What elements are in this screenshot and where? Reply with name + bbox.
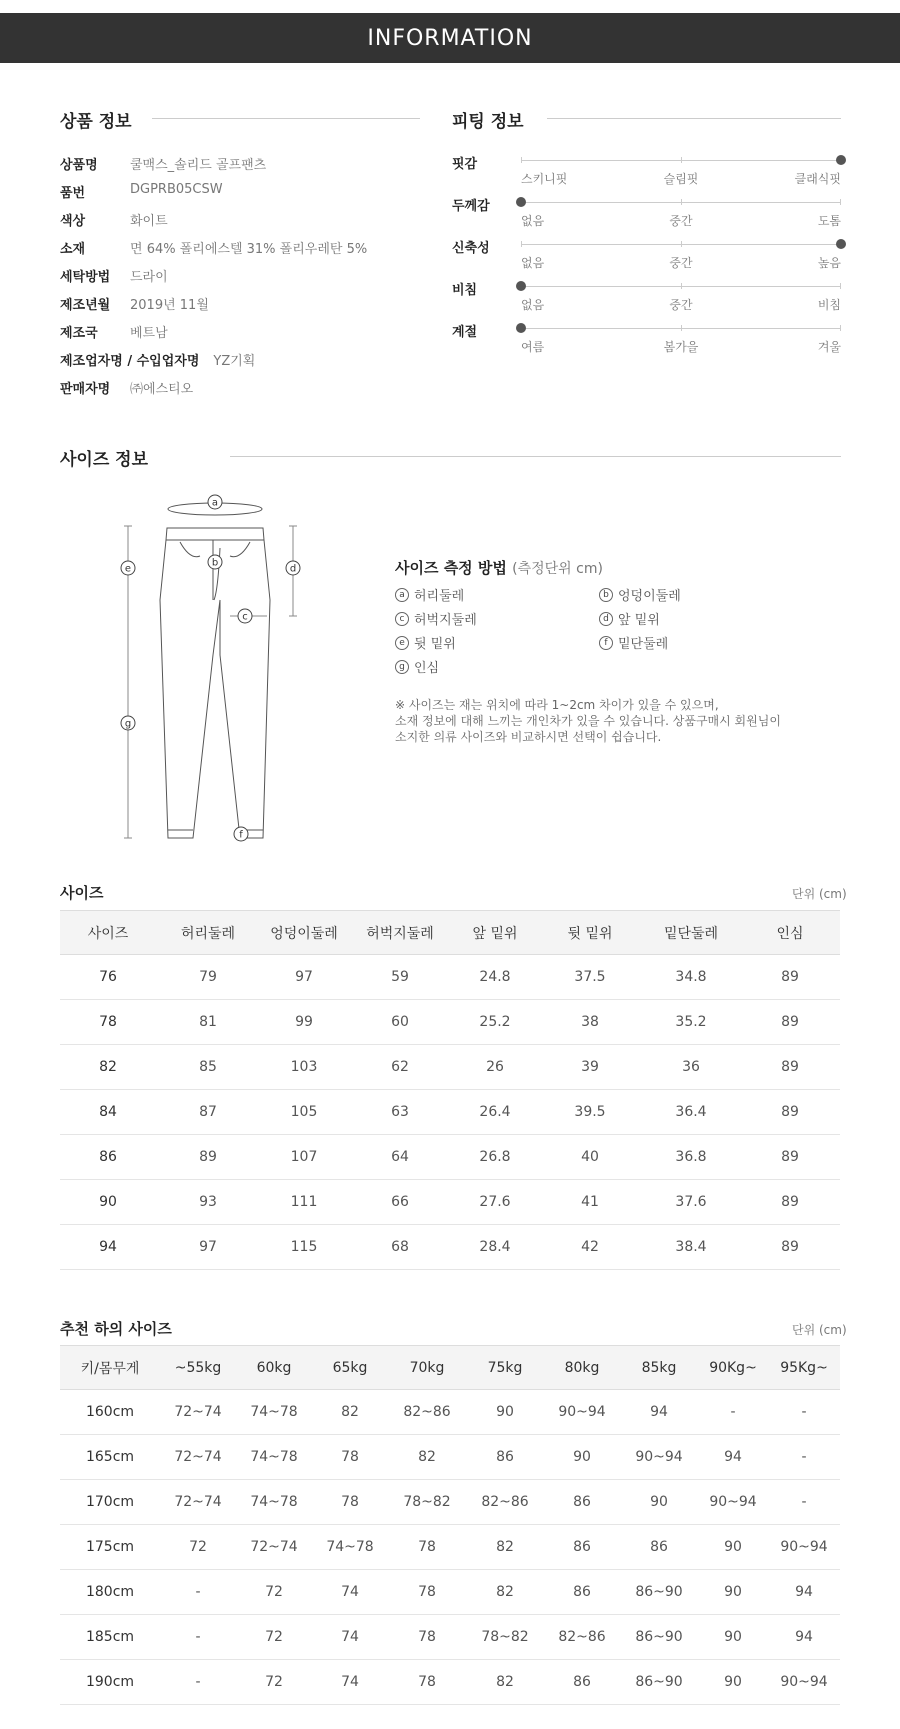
- table-cell: 90: [698, 1615, 768, 1660]
- fitting-tick: [840, 199, 841, 205]
- product-info-title: 상품 정보: [60, 112, 132, 132]
- table-cell: 74: [312, 1570, 388, 1615]
- table-cell: 36.4: [642, 1090, 740, 1135]
- diagram-marker-letter: e: [124, 563, 132, 575]
- table-cell: 89: [740, 1135, 840, 1180]
- measure-item-letter: c: [395, 612, 409, 626]
- table-cell: 34.8: [642, 955, 740, 1000]
- table-cell: 94: [698, 1435, 768, 1480]
- table-row: [60, 1390, 840, 1435]
- table-cell: 74~78: [312, 1525, 388, 1570]
- fitting-indicator-dot: [836, 155, 846, 165]
- size-table: [60, 910, 840, 1270]
- table-cell: 78~82: [388, 1480, 466, 1525]
- table-cell: 74~78: [236, 1390, 312, 1435]
- table-cell: 86~90: [620, 1570, 698, 1615]
- table-header-cell: 허벅지둘레: [348, 911, 452, 955]
- measure-item-letter: g: [395, 660, 409, 674]
- measure-item: [395, 609, 477, 628]
- table-cell: 78: [388, 1660, 466, 1705]
- fitting-option: 없음: [521, 298, 545, 312]
- table-cell: 165cm: [60, 1435, 160, 1480]
- table-cell: 90: [466, 1390, 544, 1435]
- measure-item: [395, 657, 439, 676]
- table-cell: 74~78: [236, 1480, 312, 1525]
- table-cell: -: [160, 1570, 236, 1615]
- table-cell: 76: [60, 955, 156, 1000]
- table-cell: 78: [312, 1435, 388, 1480]
- table-cell: 78: [312, 1480, 388, 1525]
- table-cell: 90~94: [544, 1390, 620, 1435]
- fitting-tick: [521, 157, 522, 163]
- table-header-cell: 키/몸무게: [60, 1346, 160, 1390]
- table-cell: 26: [452, 1045, 538, 1090]
- table-cell: 97: [260, 955, 348, 1000]
- fitting-info-title: 피팅 정보: [452, 112, 524, 132]
- pants-diagram: [110, 490, 310, 850]
- table-cell: 90: [698, 1660, 768, 1705]
- table-cell: 90: [620, 1480, 698, 1525]
- size-note-line: ※ 사이즈는 재는 위치에 따라 1~2cm 차이가 있을 수 있으며,: [395, 698, 719, 712]
- table-cell: 82~86: [544, 1615, 620, 1660]
- table-cell: 26.4: [452, 1090, 538, 1135]
- table-cell: 94: [768, 1615, 840, 1660]
- fitting-option: 중간: [669, 298, 693, 312]
- table-cell: 94: [620, 1390, 698, 1435]
- table-row: [60, 1225, 840, 1270]
- fitting-label: 신축성: [452, 241, 490, 256]
- measure-item: [599, 585, 681, 604]
- fitting-scale: [521, 244, 841, 270]
- product-info-label: 제조년월: [60, 298, 111, 313]
- table-cell: 41: [538, 1180, 642, 1225]
- table-cell: 97: [156, 1225, 260, 1270]
- table-header-cell: 뒷 밑위: [538, 911, 642, 955]
- product-info-value: 쿨맥스_솔리드 골프팬츠: [130, 158, 267, 173]
- product-info-label: 색상: [60, 214, 86, 229]
- table-cell: 78: [388, 1570, 466, 1615]
- table-cell: 87: [156, 1090, 260, 1135]
- table-cell: 89: [156, 1135, 260, 1180]
- product-info-row: [60, 266, 168, 285]
- product-info-divider: [152, 118, 420, 119]
- product-info-value: 면 64% 폴리에스텔 31% 폴리우레탄 5%: [130, 242, 368, 257]
- table-cell: 74~78: [236, 1435, 312, 1480]
- product-info-row: [60, 238, 367, 257]
- fitting-option: 도톰: [817, 214, 841, 228]
- table-cell: 90: [544, 1435, 620, 1480]
- fitting-option: 중간: [669, 256, 693, 270]
- table-header-cell: 인심: [740, 911, 840, 955]
- table-cell: 89: [740, 955, 840, 1000]
- product-info-label: 판매자명: [60, 382, 111, 397]
- information-title: INFORMATION: [367, 25, 533, 51]
- fitting-option: 겨울: [817, 340, 841, 354]
- fitting-info-divider: [547, 118, 841, 119]
- size-info-divider: [230, 456, 841, 457]
- table-cell: 82: [466, 1525, 544, 1570]
- table-row: [60, 1615, 840, 1660]
- table-cell: 90: [698, 1570, 768, 1615]
- table-cell: -: [768, 1480, 840, 1525]
- table-row: [60, 1135, 840, 1180]
- table-header-cell: 70kg: [388, 1346, 466, 1390]
- table-cell: 86: [544, 1660, 620, 1705]
- fitting-label: 두께감: [452, 199, 490, 214]
- table-cell: 185cm: [60, 1615, 160, 1660]
- rec-table-unit: 단위 (cm): [792, 1323, 847, 1337]
- measure-item-letter: e: [395, 636, 409, 650]
- fitting-label: 비침: [452, 283, 478, 298]
- table-cell: 36: [642, 1045, 740, 1090]
- table-cell: 86~90: [620, 1660, 698, 1705]
- table-cell: 90~94: [620, 1435, 698, 1480]
- measure-unit: (측정단위 cm): [512, 561, 603, 577]
- rec-table: [60, 1345, 840, 1705]
- table-cell: 81: [156, 1000, 260, 1045]
- table-cell: 85: [156, 1045, 260, 1090]
- table-cell: 86: [544, 1480, 620, 1525]
- table-cell: 26.8: [452, 1135, 538, 1180]
- measure-item-label: 엉덩이둘레: [618, 589, 681, 604]
- table-header-cell: 60kg: [236, 1346, 312, 1390]
- table-cell: 37.5: [538, 955, 642, 1000]
- table-cell: 74: [312, 1615, 388, 1660]
- measure-method-title: [395, 557, 603, 578]
- table-cell: 64: [348, 1135, 452, 1180]
- fitting-option: 여름: [521, 340, 545, 354]
- rec-table-title: 추천 하의 사이즈: [60, 1320, 172, 1338]
- table-header-cell: 95Kg~: [768, 1346, 840, 1390]
- product-info-row: [60, 322, 168, 341]
- measure-item-letter: b: [599, 588, 613, 602]
- table-cell: 84: [60, 1090, 156, 1135]
- table-cell: -: [160, 1615, 236, 1660]
- table-cell: 72~74: [160, 1435, 236, 1480]
- table-cell: 175cm: [60, 1525, 160, 1570]
- table-cell: 63: [348, 1090, 452, 1135]
- size-table-unit: 단위 (cm): [792, 887, 847, 901]
- product-info-row: [60, 210, 168, 229]
- table-row: [60, 1480, 840, 1525]
- measure-item-letter: a: [395, 588, 409, 602]
- measure-item-label: 뒷 밑위: [414, 637, 456, 652]
- table-cell: 40: [538, 1135, 642, 1180]
- table-cell: 78: [388, 1525, 466, 1570]
- fitting-scale: [521, 328, 841, 354]
- fitting-option: 스키니핏: [521, 172, 568, 186]
- fitting-tick: [840, 325, 841, 331]
- table-header-cell: 80kg: [544, 1346, 620, 1390]
- table-cell: 82: [388, 1435, 466, 1480]
- fitting-scale: [521, 286, 841, 312]
- table-header-cell: 90Kg~: [698, 1346, 768, 1390]
- measure-method-heading: 사이즈 측정 방법: [395, 559, 507, 577]
- table-cell: 72~74: [160, 1480, 236, 1525]
- product-info-label: 품번: [60, 186, 86, 201]
- fitting-indicator-dot: [836, 239, 846, 249]
- table-cell: 42: [538, 1225, 642, 1270]
- table-cell: 105: [260, 1090, 348, 1135]
- product-info-value: 베트남: [130, 326, 168, 341]
- fitting-tick: [840, 283, 841, 289]
- fitting-option: 클래식핏: [794, 172, 841, 186]
- table-cell: 86: [544, 1525, 620, 1570]
- fitting-option: 없음: [521, 214, 545, 228]
- fitting-scale: [521, 160, 841, 186]
- table-cell: 78~82: [466, 1615, 544, 1660]
- table-cell: 93: [156, 1180, 260, 1225]
- fitting-tick: [681, 241, 682, 247]
- size-info-title: 사이즈 정보: [60, 450, 149, 470]
- measure-item-label: 앞 밑위: [618, 613, 660, 628]
- size-table-title: 사이즈: [60, 884, 104, 902]
- table-cell: 39: [538, 1045, 642, 1090]
- table-cell: -: [768, 1435, 840, 1480]
- diagram-marker-letter: g: [124, 718, 132, 730]
- table-cell: 72: [236, 1570, 312, 1615]
- table-cell: 190cm: [60, 1660, 160, 1705]
- measure-item-label: 허벅지둘레: [414, 613, 477, 628]
- table-header-cell: 허리둘레: [156, 911, 260, 955]
- table-cell: -: [698, 1390, 768, 1435]
- table-cell: 86: [466, 1435, 544, 1480]
- table-header-row: [60, 911, 840, 955]
- table-header-cell: 85kg: [620, 1346, 698, 1390]
- table-cell: 94: [768, 1570, 840, 1615]
- table-cell: 72: [160, 1525, 236, 1570]
- table-cell: -: [768, 1390, 840, 1435]
- size-note: [395, 697, 815, 745]
- table-cell: 89: [740, 1000, 840, 1045]
- measure-item-label: 허리둘레: [414, 589, 465, 604]
- diagram-marker-letter: f: [239, 829, 243, 841]
- product-info-label: 제조국: [60, 326, 98, 341]
- table-cell: 160cm: [60, 1390, 160, 1435]
- product-info-label: 제조업자명 / 수입업자명: [60, 354, 200, 369]
- measure-item: [395, 633, 456, 652]
- table-cell: 90: [60, 1180, 156, 1225]
- table-cell: 62: [348, 1045, 452, 1090]
- measure-item: [599, 633, 668, 652]
- table-cell: 25.2: [452, 1000, 538, 1045]
- table-cell: 86: [544, 1570, 620, 1615]
- fitting-option: 중간: [669, 214, 693, 228]
- table-row: [60, 1660, 840, 1705]
- diagram-marker-letter: a: [211, 497, 219, 509]
- fitting-tick: [681, 199, 682, 205]
- table-cell: 103: [260, 1045, 348, 1090]
- fitting-option: 비침: [817, 298, 841, 312]
- table-cell: 94: [60, 1225, 156, 1270]
- fitting-option: 높음: [817, 256, 841, 270]
- table-cell: 82: [466, 1660, 544, 1705]
- table-cell: 86: [620, 1525, 698, 1570]
- table-cell: 107: [260, 1135, 348, 1180]
- table-cell: 79: [156, 955, 260, 1000]
- measure-item-label: 밑단둘레: [618, 637, 669, 652]
- table-header-cell: 65kg: [312, 1346, 388, 1390]
- product-info-row: [60, 294, 209, 313]
- product-info-row: [60, 378, 193, 397]
- table-cell: 82~86: [466, 1480, 544, 1525]
- measure-item: [599, 609, 660, 628]
- table-cell: 36.8: [642, 1135, 740, 1180]
- table-cell: 59: [348, 955, 452, 1000]
- table-cell: 180cm: [60, 1570, 160, 1615]
- table-header-cell: 앞 밑위: [452, 911, 538, 955]
- product-info-value: YZ기획: [213, 354, 256, 369]
- table-cell: 90~94: [768, 1660, 840, 1705]
- table-cell: 82: [312, 1390, 388, 1435]
- table-cell: 78: [388, 1615, 466, 1660]
- measure-item: [395, 585, 464, 604]
- product-info-label: 상품명: [60, 158, 98, 173]
- table-cell: 38.4: [642, 1225, 740, 1270]
- product-info-label: 소재: [60, 242, 86, 257]
- fitting-label: 핏감: [452, 157, 478, 172]
- fitting-indicator-dot: [516, 281, 526, 291]
- table-cell: 82: [60, 1045, 156, 1090]
- table-cell: -: [160, 1660, 236, 1705]
- table-cell: 111: [260, 1180, 348, 1225]
- diagram-marker-letter: d: [289, 563, 297, 575]
- fitting-indicator-dot: [516, 323, 526, 333]
- table-cell: 72~74: [236, 1525, 312, 1570]
- table-cell: 72: [236, 1660, 312, 1705]
- product-info-value: 드라이: [130, 270, 168, 285]
- product-info-row: [60, 350, 255, 369]
- table-cell: 72: [236, 1615, 312, 1660]
- table-row: [60, 1570, 840, 1615]
- product-info-value: 화이트: [130, 214, 168, 229]
- table-cell: 170cm: [60, 1480, 160, 1525]
- measure-item-letter: f: [599, 636, 613, 650]
- table-header-cell: 엉덩이둘레: [260, 911, 348, 955]
- table-header-row: [60, 1346, 840, 1390]
- information-header: [0, 13, 900, 63]
- table-cell: 115: [260, 1225, 348, 1270]
- diagram-marker-letter: b: [211, 557, 219, 569]
- table-row: [60, 955, 840, 1000]
- table-cell: 38: [538, 1000, 642, 1045]
- table-header-cell: 사이즈: [60, 911, 156, 955]
- table-cell: 86~90: [620, 1615, 698, 1660]
- table-cell: 90: [698, 1525, 768, 1570]
- fitting-tick: [681, 283, 682, 289]
- table-cell: 82~86: [388, 1390, 466, 1435]
- table-cell: 74: [312, 1660, 388, 1705]
- table-row: [60, 1000, 840, 1045]
- product-info-value: ㈜에스티오: [130, 382, 194, 397]
- fitting-label: 계절: [452, 325, 478, 340]
- table-row: [60, 1435, 840, 1480]
- product-info-row: [60, 154, 266, 173]
- table-cell: 89: [740, 1090, 840, 1135]
- fitting-option: 없음: [521, 256, 545, 270]
- fitting-tick: [521, 241, 522, 247]
- fitting-option: 슬림핏: [663, 172, 699, 186]
- table-cell: 39.5: [538, 1090, 642, 1135]
- table-cell: 78: [60, 1000, 156, 1045]
- table-header-cell: 75kg: [466, 1346, 544, 1390]
- table-cell: 89: [740, 1180, 840, 1225]
- table-cell: 24.8: [452, 955, 538, 1000]
- table-cell: 27.6: [452, 1180, 538, 1225]
- table-row: [60, 1045, 840, 1090]
- table-cell: 82: [466, 1570, 544, 1615]
- table-cell: 28.4: [452, 1225, 538, 1270]
- fitting-scale: [521, 202, 841, 228]
- table-cell: 99: [260, 1000, 348, 1045]
- measure-item-label: 인심: [414, 661, 440, 676]
- table-cell: 86: [60, 1135, 156, 1180]
- fitting-option: 봄가을: [663, 340, 699, 354]
- product-info-row: [60, 182, 223, 201]
- table-cell: 37.6: [642, 1180, 740, 1225]
- fitting-indicator-dot: [516, 197, 526, 207]
- table-cell: 66: [348, 1180, 452, 1225]
- table-cell: 90~94: [768, 1525, 840, 1570]
- product-info-label: 세탁방법: [60, 270, 111, 285]
- measure-item-letter: d: [599, 612, 613, 626]
- fitting-tick: [681, 157, 682, 163]
- table-cell: 89: [740, 1225, 840, 1270]
- table-cell: 35.2: [642, 1000, 740, 1045]
- fitting-tick: [681, 325, 682, 331]
- table-row: [60, 1180, 840, 1225]
- table-cell: 89: [740, 1045, 840, 1090]
- table-cell: 60: [348, 1000, 452, 1045]
- table-header-cell: ~55kg: [160, 1346, 236, 1390]
- product-info-value: DGPRB05CSW: [130, 182, 223, 197]
- table-row: [60, 1525, 840, 1570]
- table-header-cell: 밑단둘레: [642, 911, 740, 955]
- diagram-marker-letter: c: [242, 611, 248, 623]
- product-info-value: 2019년 11월: [130, 298, 209, 313]
- table-row: [60, 1090, 840, 1135]
- table-cell: 72~74: [160, 1390, 236, 1435]
- table-cell: 68: [348, 1225, 452, 1270]
- size-note-line: 소재 정보에 대해 느끼는 개인차가 있을 수 있습니다. 상품구매시 회원님이: [395, 714, 781, 728]
- size-note-line: 소지한 의류 사이즈와 비교하시면 선택이 쉽습니다.: [395, 730, 662, 744]
- table-cell: 90~94: [698, 1480, 768, 1525]
